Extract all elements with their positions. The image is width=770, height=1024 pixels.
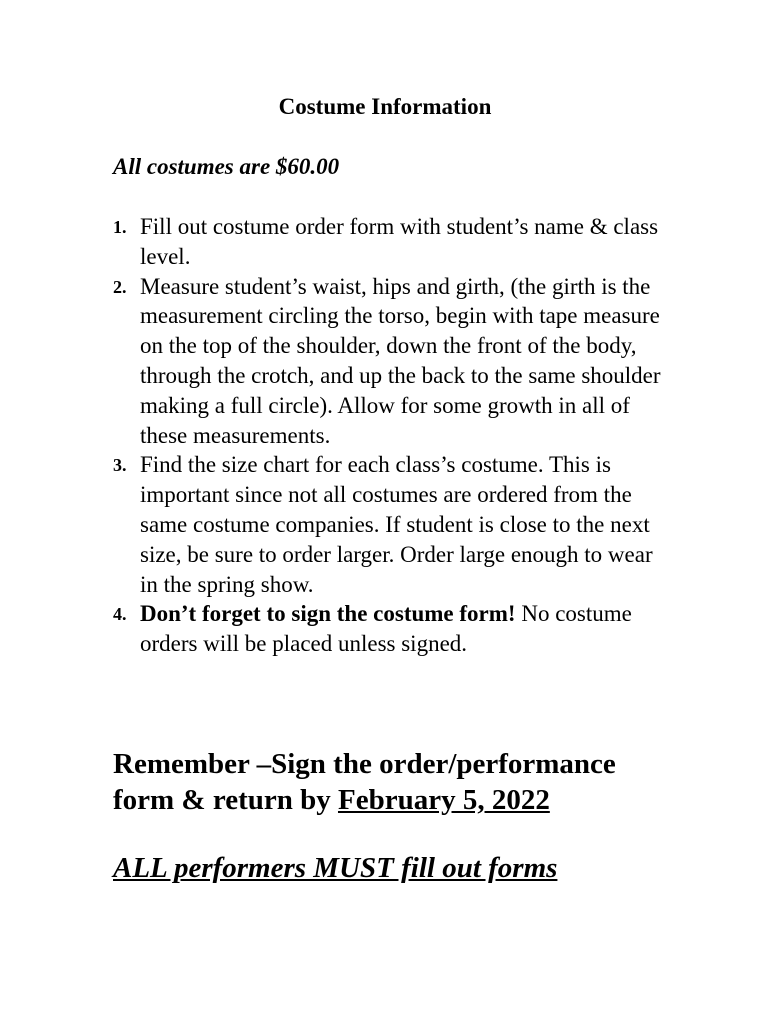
step-text: Measure student’s waist, hips and girth, (the girth is the measurement circling the torso, begin with tape measure on the top of the shoulder, down the front of the body, through the crotch, and up the back to the same shoulder making a full circle). Allow for some growth in all of these measurements. [140, 273, 661, 448]
reminder-text: Remember –Sign the order/performance form & return by [113, 748, 616, 816]
price-note: All costumes are $60.00 [113, 154, 340, 179]
step-text: Fill out costume order form with student’s name & class level. [140, 214, 659, 269]
return-reminder [113, 746, 673, 818]
instruction-step [113, 212, 673, 272]
instruction-list [113, 212, 673, 659]
step-bold-text: Don’t forget to sign the costume form! [140, 601, 516, 627]
step-number: 4. [113, 604, 127, 625]
reminder-date: February 5, 2022 [337, 784, 550, 816]
document-title: Costume Information [278, 94, 492, 119]
step-number: 2. [113, 276, 127, 297]
instruction-step [113, 450, 673, 599]
step-text: Find the size chart for each class’s costume. This is important since not all costumes are ordered from the same costume companies. If student is close to the next size, be sure to order larger. Order large enough to wear in the spring show. [140, 452, 653, 597]
performers-notice: ALL performers MUST fill out forms [113, 852, 558, 884]
instruction-step [113, 272, 673, 451]
step-number: 3. [113, 455, 127, 476]
instruction-step [113, 599, 673, 659]
step-number: 1. [113, 217, 127, 237]
step-text: No costume orders will be placed unless signed. [140, 601, 632, 657]
